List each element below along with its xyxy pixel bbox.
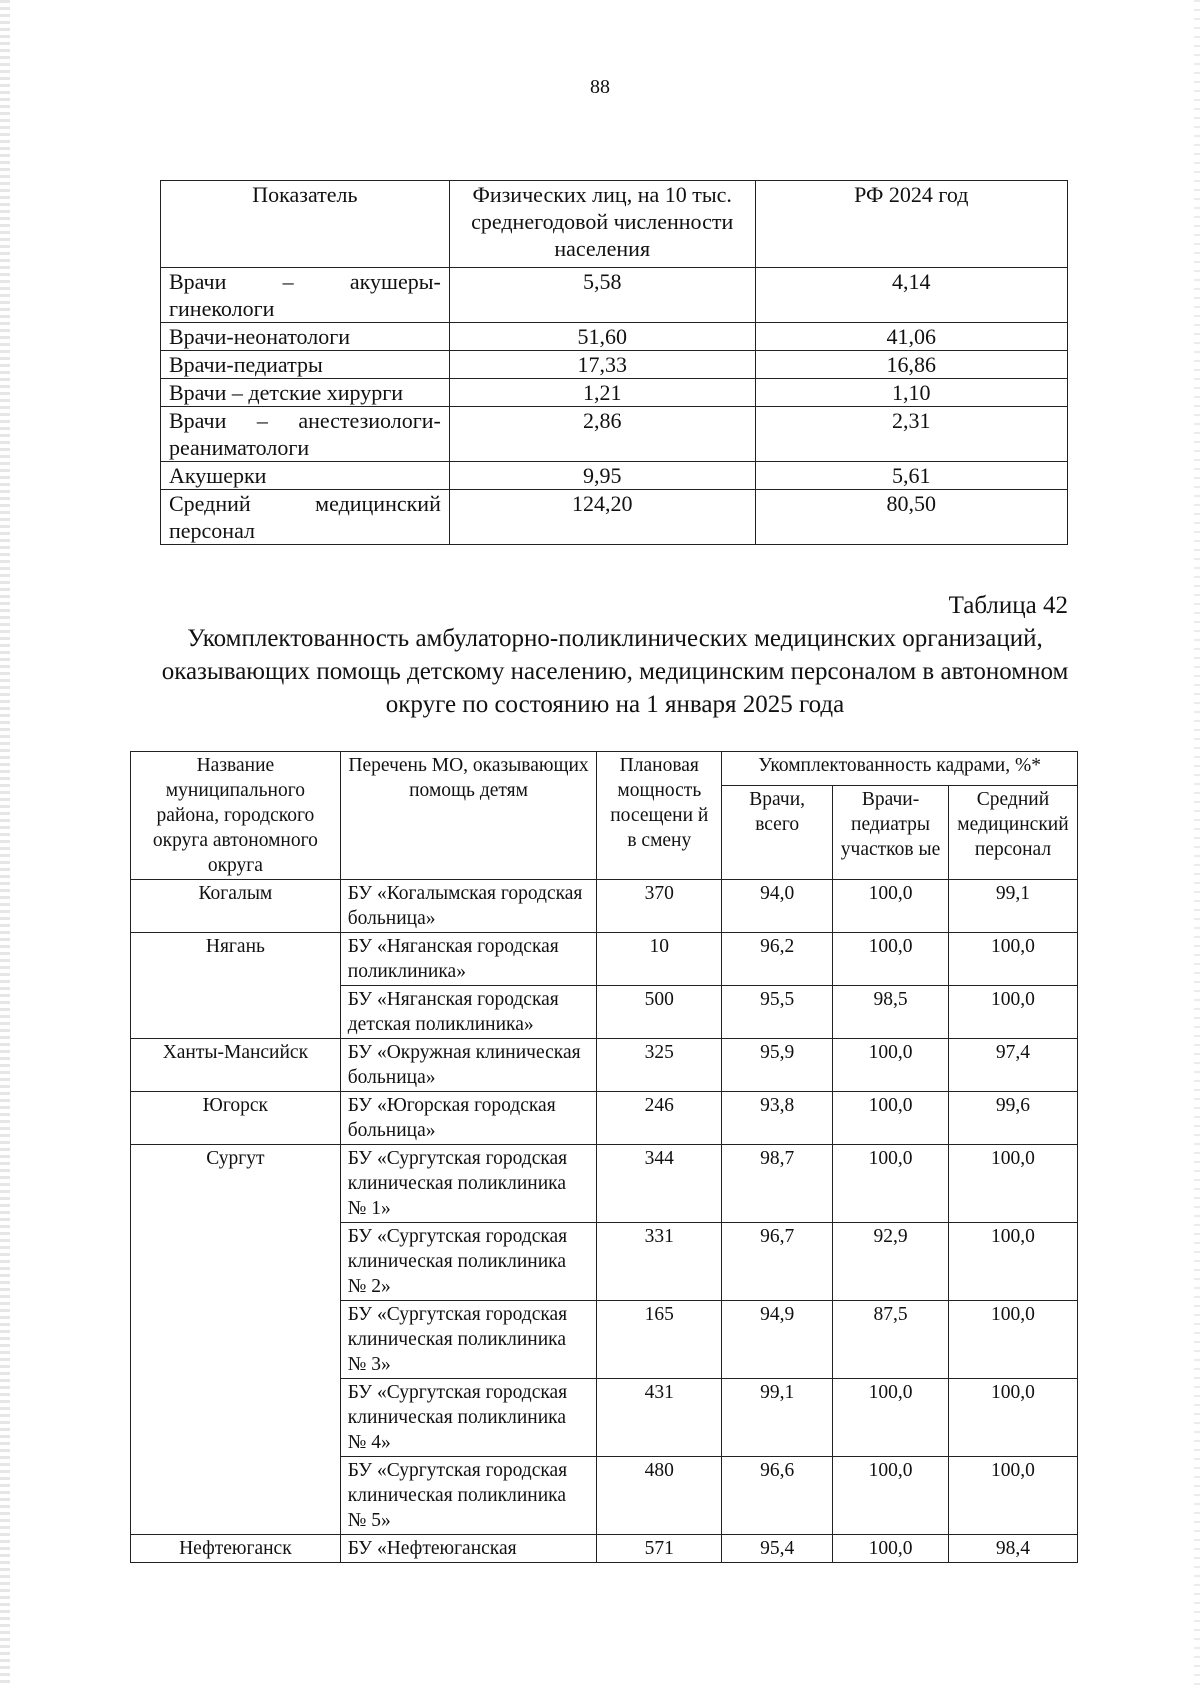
district-cell: Югорск [131,1092,341,1145]
doctors-total-value: 93,8 [722,1092,833,1145]
indicator-cell: Врачи – детские хирурги [161,379,450,407]
district-cell: Сургут [131,1145,341,1535]
column-header-indicator: Показатель [161,181,450,268]
doctors-total-value: 94,0 [722,880,833,933]
doctors-total-value: 95,4 [722,1535,833,1563]
capacity-value: 10 [597,933,722,986]
table-row [161,268,1068,323]
mo-name-cell: БУ «Окружная клиническая больница» [340,1039,597,1092]
capacity-value: 344 [597,1145,722,1223]
capacity-value: 480 [597,1457,722,1535]
doctors-total-value: 99,1 [722,1379,833,1457]
indicator-word: Врачи [169,269,227,294]
column-header-rf-2024: РФ 2024 год [755,181,1067,268]
district-cell: Нефтеюганск [131,1535,341,1563]
table-row [161,407,1068,462]
table-row [131,1092,1078,1145]
indicator-cell: Врачи-педиатры [161,351,450,379]
table-row [161,351,1068,379]
pediatricians-value: 100,0 [833,933,949,986]
per-10k-value: 51,60 [449,323,755,351]
pediatricians-value: 87,5 [833,1301,949,1379]
doctors-total-value: 95,9 [722,1039,833,1092]
indicator-line: реаниматологи [169,435,310,460]
pediatricians-value: 100,0 [833,880,949,933]
rf-2024-value: 41,06 [755,323,1067,351]
mo-name-cell: БУ «Нефтеюганская [340,1535,597,1563]
table-row [131,880,1078,933]
mo-name-cell: БУ «Югорская городская больница» [340,1092,597,1145]
doctors-total-value: 95,5 [722,986,833,1039]
pediatricians-value: 100,0 [833,1145,949,1223]
capacity-value: 571 [597,1535,722,1563]
indicator-line: персонал [169,518,256,543]
per-10k-value: 2,86 [449,407,755,462]
page-number: 88 [590,76,610,98]
capacity-value: 325 [597,1039,722,1092]
pediatricians-value: 100,0 [833,1092,949,1145]
district-cell: Нягань [131,933,341,1039]
column-header-doctors-total: Врачи, всего [722,785,833,879]
column-header-pediatricians: Врачи-педиатры участков ые [833,785,949,879]
mo-name-cell: БУ «Когалымская городская больница» [340,880,597,933]
table-row [161,379,1068,407]
table-row [131,933,1078,986]
nurses-value: 100,0 [948,1457,1077,1535]
pediatricians-value: 98,5 [833,986,949,1039]
mo-name-cell: БУ «Сургутская городская клиническая поликлиника № 3» [340,1301,597,1379]
indicator-word: Средний [169,491,251,516]
doctors-total-value: 98,7 [722,1145,833,1223]
capacity-value: 331 [597,1223,722,1301]
pediatricians-value: 92,9 [833,1223,949,1301]
per-10k-value: 124,20 [449,490,755,545]
nurses-value: 98,4 [948,1535,1077,1563]
indicator-cell [161,407,450,462]
mo-name-cell: БУ «Няганская городская детская поликлиника» [340,986,597,1039]
scan-edge-left [0,0,10,1686]
indicator-cell: Акушерки [161,462,450,490]
per-10k-value: 17,33 [449,351,755,379]
pediatricians-value: 100,0 [833,1535,949,1563]
staffing-ratio-table [160,180,1068,545]
nurses-value: 99,1 [948,880,1077,933]
capacity-value: 370 [597,880,722,933]
mo-name-cell: БУ «Няганская городская поликлиника» [340,933,597,986]
rf-2024-value: 80,50 [755,490,1067,545]
indicator-word: Врачи [169,408,227,433]
rf-2024-value: 4,14 [755,268,1067,323]
capacity-value: 431 [597,1379,722,1457]
mo-name-cell: БУ «Сургутская городская клиническая поликлиника № 1» [340,1145,597,1223]
rf-2024-value: 5,61 [755,462,1067,490]
per-10k-value: 9,95 [449,462,755,490]
column-header-mo-list: Перечень МО, оказывающих помощь детям [340,752,597,880]
doctors-total-value: 96,2 [722,933,833,986]
column-header-district: Название муниципального района, городского округа автономного округа [131,752,341,880]
column-header-staffing-group: Укомплектованность кадрами, %* [722,752,1078,786]
pediatricians-value: 100,0 [833,1379,949,1457]
table-header-row [131,752,1078,786]
nurses-value: 100,0 [948,986,1077,1039]
table-row [131,1145,1078,1223]
nurses-value: 100,0 [948,1301,1077,1379]
table-header-row [161,181,1068,268]
table-row [161,490,1068,545]
table-title: Укомплектованность амбулаторно-поликлинических медицинских организаций, оказывающих помощь детскому населению, медицинским персоналом в автономном округе по состоянию на 1 января 2025 года [161,625,1069,718]
capacity-value: 500 [597,986,722,1039]
column-header-nurses: Средний медицинский персонал [948,785,1077,879]
rf-2024-value: 16,86 [755,351,1067,379]
nurses-value: 100,0 [948,933,1077,986]
table-row [161,462,1068,490]
indicator-word: акушеры- [349,269,441,294]
indicator-cell [161,490,450,545]
indicator-cell [161,268,450,323]
pediatricians-value: 100,0 [833,1457,949,1535]
indicator-line: гинекологи [169,296,275,321]
doctors-total-value: 96,7 [722,1223,833,1301]
nurses-value: 100,0 [948,1223,1077,1301]
column-header-capacity: Плановая мощность посещени й в смену [597,752,722,880]
mo-name-cell: БУ «Сургутская городская клиническая поликлиника № 4» [340,1379,597,1457]
capacity-value: 165 [597,1301,722,1379]
per-10k-value: 1,21 [449,379,755,407]
scan-edge-right [1194,0,1200,1686]
capacity-value: 246 [597,1092,722,1145]
doctors-total-value: 96,6 [722,1457,833,1535]
table-row [161,323,1068,351]
indicator-word: – [256,408,268,433]
rf-2024-value: 2,31 [755,407,1067,462]
nurses-value: 100,0 [948,1145,1077,1223]
mo-name-cell: БУ «Сургутская городская клиническая поликлиника № 2» [340,1223,597,1301]
rf-2024-value: 1,10 [755,379,1067,407]
district-cell: Ханты-Мансийск [131,1039,341,1092]
staffing-completeness-table [130,751,1078,1563]
nurses-value: 97,4 [948,1039,1077,1092]
indicator-cell: Врачи-неонатологи [161,323,450,351]
table-number: Таблица 42 [948,592,1068,619]
nurses-value: 99,6 [948,1092,1077,1145]
pediatricians-value: 100,0 [833,1039,949,1092]
column-header-per-10k: Физических лиц, на 10 тыс. среднегодовой численности населения [449,181,755,268]
doctors-total-value: 94,9 [722,1301,833,1379]
indicator-word: – [282,269,294,294]
indicator-word: медицинский [315,491,441,516]
table-row [131,1535,1078,1563]
district-cell: Когалым [131,880,341,933]
mo-name-cell: БУ «Сургутская городская клиническая поликлиника № 5» [340,1457,597,1535]
indicator-word: анестезиологи- [298,408,441,433]
per-10k-value: 5,58 [449,268,755,323]
nurses-value: 100,0 [948,1379,1077,1457]
table-row [131,1039,1078,1092]
